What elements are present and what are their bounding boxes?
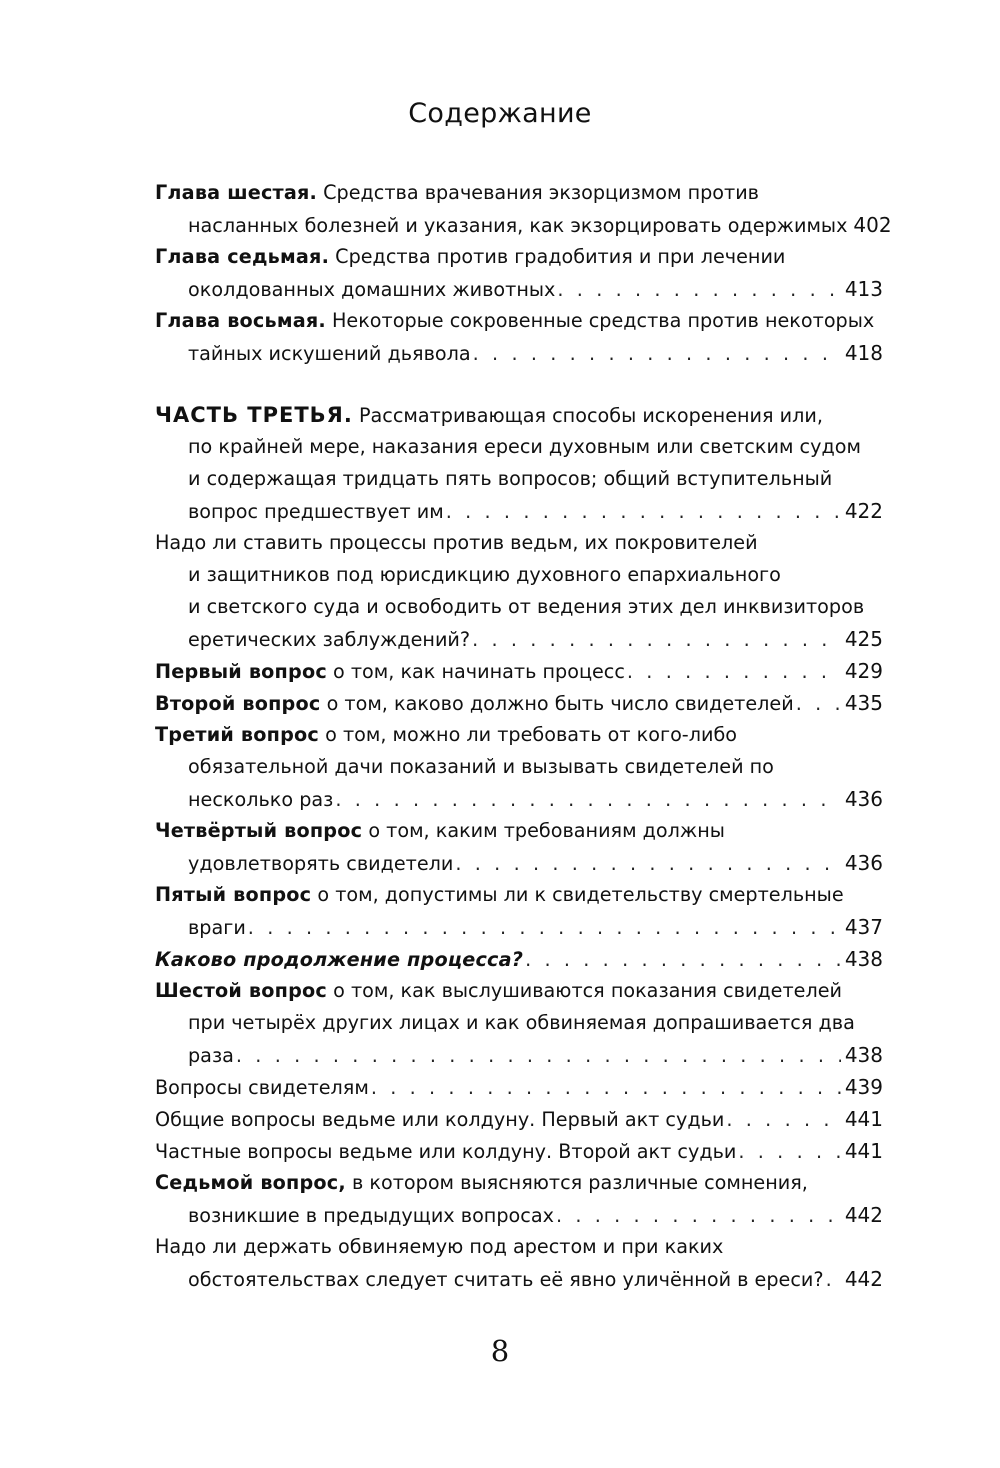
dot-leader — [371, 1072, 841, 1104]
toc-entry-lead: Второй вопрос — [155, 692, 321, 715]
toc-page-number: 442 — [844, 1267, 883, 1291]
toc-entry-text: тайных искушений дьявола — [188, 342, 471, 365]
toc-page-number: 439 — [844, 1075, 883, 1099]
toc-entry-text: в котором выясняются различные сомнения, — [351, 1171, 808, 1194]
toc-entry — [155, 879, 883, 943]
toc-entry-text: удовлетворять свидетели — [188, 852, 454, 875]
toc-entry-text: о том, как начинать процесс — [333, 660, 625, 683]
toc-page-number: 438 — [844, 947, 883, 971]
toc-entry-lead: Пятый вопрос — [155, 883, 312, 906]
section-gap — [155, 369, 883, 399]
toc-entry-text: враги — [188, 916, 246, 939]
dot-leader — [556, 1200, 841, 1232]
toc-entry-lead: Каково продолжение процесса? — [155, 948, 524, 971]
toc-entry — [155, 1135, 883, 1167]
toc-entry-text: и светского суда и освободить от ведения этих дел инквизиторов — [188, 595, 865, 618]
toc-entry — [155, 1167, 883, 1231]
dot-leader — [525, 944, 841, 976]
toc-entry — [155, 1071, 883, 1103]
toc-entry-text: о том, как выслушиваются показания свидетелей — [333, 979, 842, 1002]
toc-entry-text: по крайней мере, наказания ереси духовным или светским судом — [188, 435, 861, 458]
toc-entry-text: Вопросы свидетелям — [155, 1076, 369, 1099]
toc-entry — [155, 1103, 883, 1135]
dot-leader — [826, 1264, 841, 1296]
toc-entry — [155, 975, 883, 1071]
toc-entry-lead: Глава шестая. — [155, 181, 318, 204]
toc-entry-text: обстоятельствах следует считать её явно уличённой в ереси? — [188, 1268, 824, 1291]
dot-leader — [557, 274, 840, 306]
toc-page-number: 438 — [844, 1043, 883, 1067]
toc-entry-text: Надо ли держать обвиняемую под арестом и при каких — [155, 1235, 724, 1258]
toc-page-number: 435 — [844, 691, 883, 715]
toc-entry-text: еретических заблуждений? — [188, 628, 471, 651]
toc-entry-text: о том, каково должно быть число свидетелей — [326, 692, 794, 715]
toc-entry-text: Рассматривающая способы искоренения или, — [358, 404, 823, 427]
toc-entry-lead: Глава седьмая. — [155, 245, 330, 268]
toc-entry — [155, 241, 883, 305]
toc-page-number: 402 — [853, 213, 892, 237]
toc-entry — [155, 655, 883, 687]
toc-page-number: 436 — [844, 851, 883, 875]
toc-page-number: 425 — [844, 627, 883, 651]
toc-entry-text: о том, каким требованиям должны — [368, 819, 725, 842]
dot-leader — [335, 784, 840, 816]
dot-leader — [248, 912, 841, 944]
toc-page-number: 441 — [844, 1139, 883, 1163]
toc-page-number: 442 — [844, 1203, 883, 1227]
toc-entry-lead: Третий вопрос — [155, 723, 319, 746]
toc-entry-text: Средства против градобития и при лечении — [335, 245, 786, 268]
toc-entry-text: Общие вопросы ведьме или колдуну. Первый акт судьи — [155, 1108, 725, 1131]
toc-entry — [155, 527, 883, 655]
toc-entry-text: вопрос предшествует им — [188, 500, 444, 523]
toc-page-number: 429 — [844, 659, 883, 683]
toc-entry-lead: Седьмой вопрос, — [155, 1171, 346, 1194]
toc-entry-text: и защитников под юрисдикцию духовного епархиального — [188, 563, 781, 586]
toc-entry-text: при четырёх других лицах и как обвиняемая допрашивается два — [188, 1011, 855, 1034]
toc-entry-text: возникшие в предыдущих вопросах — [188, 1204, 554, 1227]
page-title: Содержание — [408, 98, 592, 129]
toc-entry-text: Надо ли ставить процессы против ведьм, их покровителей — [155, 531, 758, 554]
dot-leader — [472, 624, 841, 656]
toc-entry-part-three — [155, 399, 883, 527]
toc-page-number: 436 — [844, 787, 883, 811]
toc-page-number: 422 — [844, 499, 883, 523]
page-number: 8 — [490, 1334, 510, 1368]
toc-entry-text: насланных болезней и указания, как экзорцировать одержимых — [188, 214, 848, 237]
toc-entry-text: о том, допустимы ли к свидетельству смертельные — [317, 883, 844, 906]
dot-leader — [446, 496, 841, 528]
dot-leader — [455, 848, 840, 880]
toc-entry — [155, 687, 883, 719]
toc-entry — [155, 305, 883, 369]
toc-entry-text: околдованных домашних животных — [188, 278, 556, 301]
toc-entry-text: Средства врачевания экзорцизмом против — [323, 181, 759, 204]
dot-leader — [726, 1104, 840, 1136]
toc-page-number: 437 — [844, 915, 883, 939]
dot-leader — [473, 338, 841, 370]
dot-leader — [236, 1040, 841, 1072]
toc-entry-lead: Первый вопрос — [155, 660, 327, 683]
toc-part-heading: ЧАСТЬ ТРЕТЬЯ. — [155, 403, 353, 427]
toc-entry-text: о том, можно ли требовать от кого-либо — [325, 723, 738, 746]
toc-entry-lead: Четвёртый вопрос — [155, 819, 363, 842]
toc-entry — [155, 719, 883, 815]
toc-entry — [155, 815, 883, 879]
table-of-contents — [155, 177, 892, 1295]
toc-entry — [155, 1231, 883, 1295]
toc-entry-text: и содержащая тридцать пять вопросов; общий вступительный — [188, 467, 833, 490]
toc-entry-text: раза — [188, 1044, 234, 1067]
toc-page-number: 441 — [844, 1107, 883, 1131]
toc-entry-text: Частные вопросы ведьме или колдуну. Второй акт судьи — [155, 1140, 737, 1163]
toc-entry-text: Некоторые сокровенные средства против некоторых — [331, 309, 875, 332]
toc-entry-lead: Шестой вопрос — [155, 979, 327, 1002]
toc-entry — [155, 943, 883, 975]
toc-entry-text: несколько раз — [188, 788, 334, 811]
toc-page-number: 418 — [844, 341, 883, 365]
dot-leader — [738, 1136, 840, 1168]
dot-leader — [627, 656, 841, 688]
toc-entry-text: обязательной дачи показаний и вызывать свидетелей по — [188, 755, 774, 778]
toc-entry — [155, 177, 892, 241]
dot-leader — [796, 688, 841, 720]
toc-page-number: 413 — [844, 277, 883, 301]
toc-entry-lead: Глава восьмая. — [155, 309, 326, 332]
